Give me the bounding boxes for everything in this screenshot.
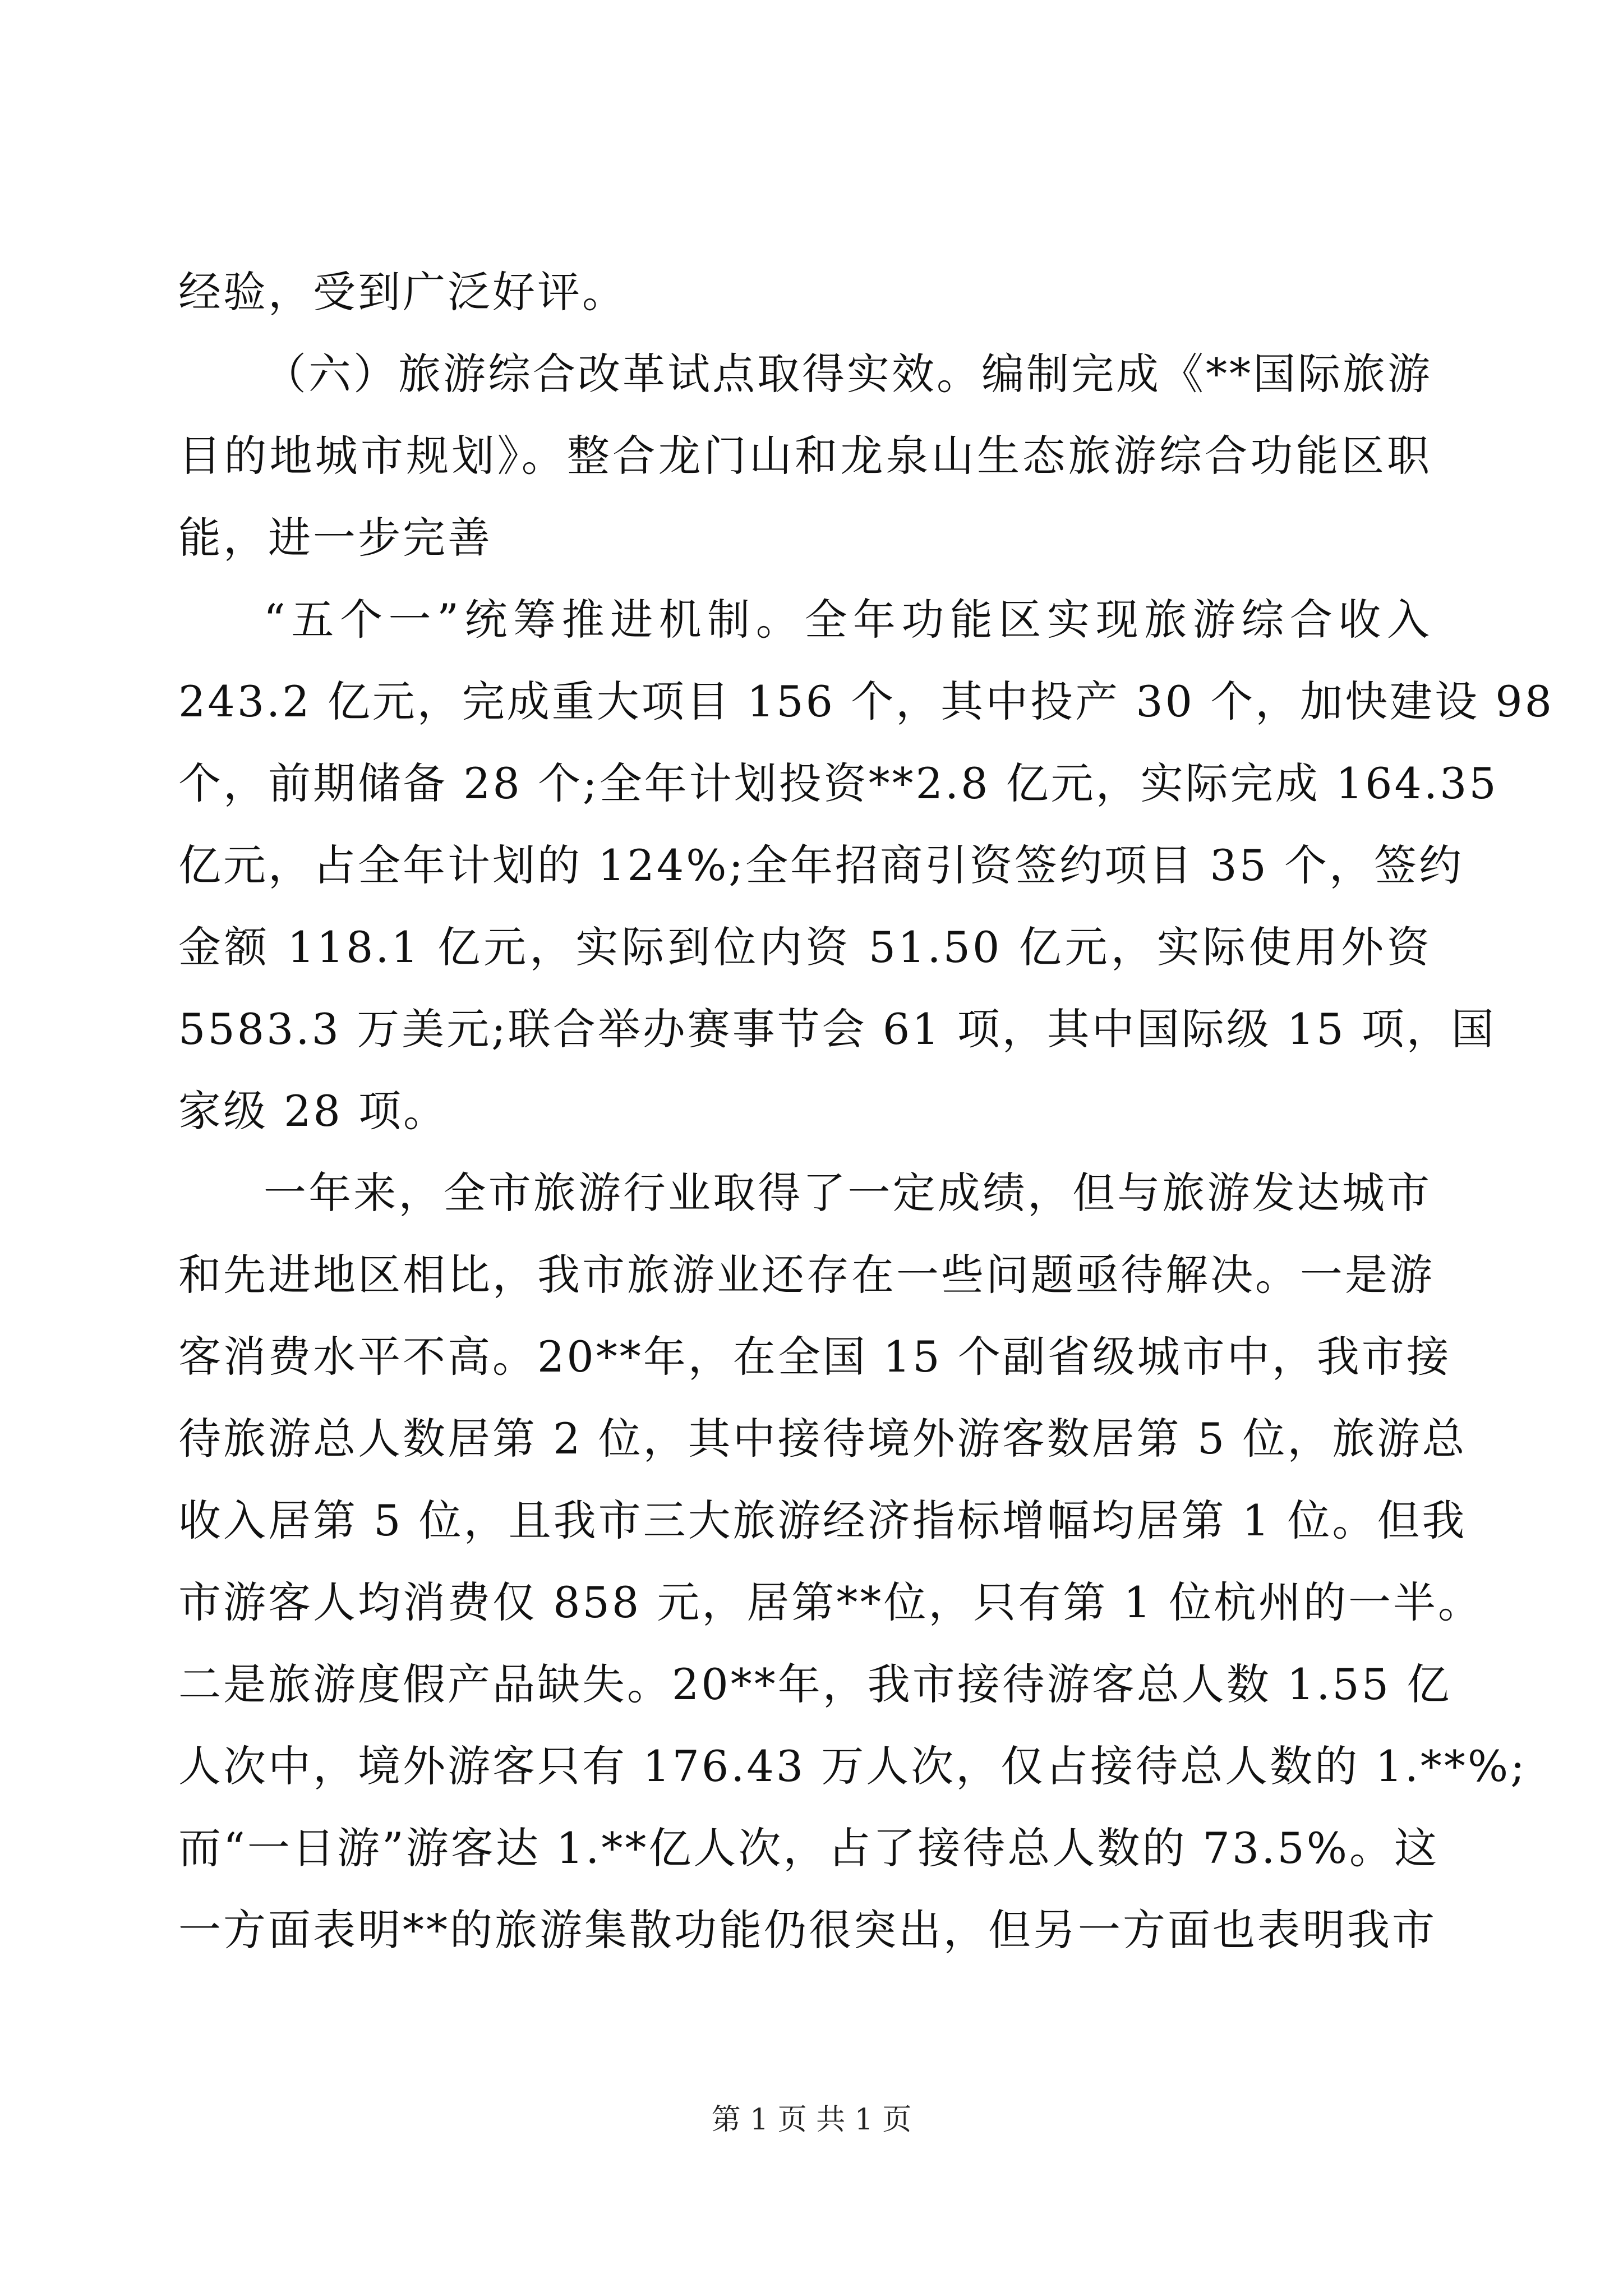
text-line: 5583.3 万美元;联合举办赛事节会 61 项，其中国际级 15 项，国 xyxy=(178,1004,1496,1054)
text-line: 目的地城市规划》。整合龙门山和龙泉山生态旅游综合功能区职 xyxy=(178,431,1432,481)
text-line: 而“一日游”游客达 1.**亿人次，占了接待总人数的 73.5%。这 xyxy=(178,1823,1439,1873)
text-line: 家级 28 项。 xyxy=(178,1086,449,1136)
text-line: 二是旅游度假产品缺失。20**年，我市接待游客总人数 1.55 亿 xyxy=(178,1659,1452,1709)
document-body xyxy=(178,251,1554,1971)
text-line: 经验，受到广泛好评。 xyxy=(178,267,627,317)
text-line: 个，前期储备 28 个;全年计划投资**2.8 亿元，实际完成 164.35 xyxy=(178,758,1498,808)
text-line: 待旅游总人数居第 2 位，其中接待境外游客数居第 5 位，旅游总 xyxy=(178,1414,1467,1464)
text-line: 一年来，全市旅游行业取得了一定成绩，但与旅游发达城市 xyxy=(264,1168,1432,1218)
text-line: 243.2 亿元，完成重大项目 156 个，其中投产 30 个，加快建设 98 xyxy=(178,677,1554,726)
text-line: 客消费水平不高。20**年，在全国 15 个副省级城市中，我市接 xyxy=(178,1332,1451,1382)
page-number-footer: 第 1 页 共 1 页 xyxy=(711,2103,912,2137)
text-line: （六）旅游综合改革试点取得实效。编制完成《**国际旅游 xyxy=(264,349,1432,399)
text-line: “五个一”统筹推进机制。全年功能区实现旅游综合收入 xyxy=(264,595,1432,645)
text-line: 能，进一步完善 xyxy=(178,513,492,563)
text-line: 金额 118.1 亿元，实际到位内资 51.50 亿元，实际使用外资 xyxy=(178,922,1432,972)
text-line: 一方面表明**的旅游集散功能仍很突出，但另一方面也表明我市 xyxy=(178,1905,1437,1955)
text-line: 收入居第 5 位，且我市三大旅游经济指标增幅均居第 1 位。但我 xyxy=(178,1496,1467,1545)
text-line: 和先进地区相比，我市旅游业还存在一些问题亟待解决。一是游 xyxy=(178,1250,1435,1300)
text-line: 亿元，占全年计划的 124%;全年招商引资签约项目 35 个，签约 xyxy=(178,840,1464,890)
text-line: 人次中，境外游客只有 176.43 万人次，仅占接待总人数的 1.**%; xyxy=(178,1741,1527,1791)
text-line: 市游客人均消费仅 858 元，居第**位，只有第 1 位杭州的一半。 xyxy=(178,1577,1483,1627)
